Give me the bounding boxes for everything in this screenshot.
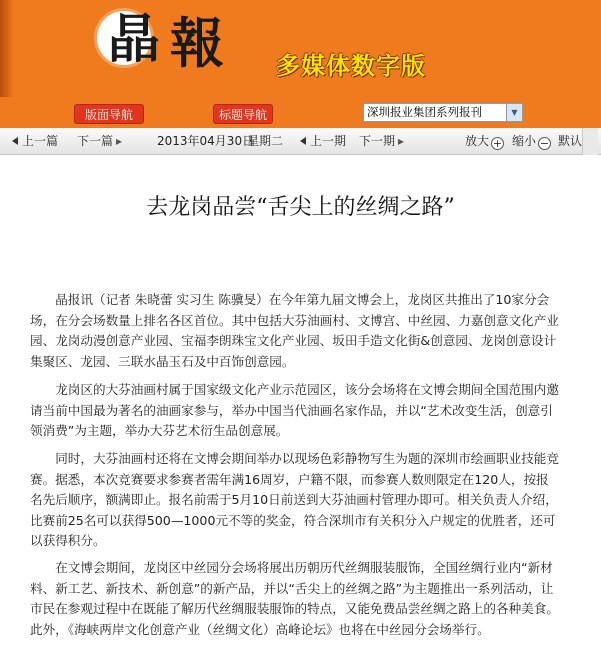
issue-date: 2013年04月30日 <box>157 134 255 148</box>
reset-zoom-button[interactable] <box>558 134 582 149</box>
zoom-out-button[interactable] <box>512 134 551 150</box>
zoom-in-icon: + <box>492 137 503 150</box>
next-issue-arrow-icon: ▸ <box>398 134 405 148</box>
logo-character-jing: 晶 <box>108 9 161 70</box>
next-article-separator: ▸ <box>116 134 123 148</box>
banner-edge-shadow <box>0 0 14 97</box>
toolbar-scroll-handle[interactable] <box>582 128 598 155</box>
article-paragraph: 龙岗区的大芬油画村属于国家级文化产业示范园区，该分会场将在文博会期间全国范围内邀请当前中国最为著名的油画家参与，举办中国当代油画名家作品，并以“艺术改变生活，创意引领消费”为主题，举办大芬艺术衍生品创意展。 <box>30 382 559 438</box>
prev-article-link[interactable] <box>12 134 58 149</box>
next-issue-label: 下一期 <box>359 134 396 148</box>
reset-zoom-label: 默认 <box>558 134 583 148</box>
logo-character-bao: 報 <box>170 11 224 75</box>
newspaper-series-select[interactable] <box>363 103 523 122</box>
next-article-label: 下一篇 <box>77 134 114 148</box>
prev-article-label: 上一篇 <box>22 134 59 148</box>
next-issue-link[interactable] <box>359 134 404 149</box>
zoom-in-label: 放大 <box>465 134 490 148</box>
article-title: 去龙岗品尝“舌尖上的丝绸之路” <box>146 195 455 220</box>
issue-weekday: 星期二 <box>247 134 284 148</box>
newspaper-series-select-value: 深圳报业集团系列报刊 <box>367 105 482 119</box>
prev-issue-arrow-icon <box>300 137 306 145</box>
dropdown-arrow-icon[interactable]: ▼ <box>506 104 522 121</box>
article-paragraph: 晶报讯（记者 朱晓蕾 实习生 陈骥旻）在今年第九届文博会上，龙岗区共推出了10家分会场，在分会场数量上排名各区首位。其中包括大芬油画村、文博宫、中丝园、力嘉创意文化产业园、龙岗动漫创意产业园、宝福李朗珠宝文化产业园、坂田手造文化街&创意园、龙岗创意设计集聚区、龙园、三联水晶玉石及中百饰创意园。 <box>30 292 559 369</box>
multimedia-digital-edition-tagline: 多媒体数字版 <box>276 52 426 80</box>
prev-issue-label: 上一期 <box>310 134 347 148</box>
article-toolbar <box>0 128 601 155</box>
article-body <box>0 156 601 658</box>
article-paragraph: 在文博会期间，龙岗区中丝园分会场将展出历朝历代丝绸服装服饰，全国丝绸行业内“新材料、新工艺、新技术、新创意”的新产品，并以“舌尖上的丝绸之路”为主题推出一系列活动，让市民在参观过程中在既能了解历代丝绸服装服饰的特点，又能免费品尝丝绸之路上的各种美食。此外，《海峡两岸文化创意产业（丝绸文化）高峰论坛》也将在中丝园分会场举行。 <box>30 560 559 637</box>
layout-navigation-button[interactable]: 版面导航 <box>74 104 144 124</box>
title-navigation-button[interactable]: 标题导航 <box>213 104 273 124</box>
prev-arrow-icon <box>12 137 18 145</box>
article-paragraph: 同时，大芬油画村还将在文博会期间举办以现场色彩静物写生为题的深圳市绘画职业技能竞赛。据悉，本次竞赛要求参赛者需年满16周岁，户籍不限，而参赛人数则限定在120人，按报名先后顺序，额满即止。报名前需于5月10日前送到大芬油画村管理办即可。相关负责人介绍，比赛前25名可以获得500—1000元不等的奖金，符合深圳市有关积分入户规定的优胜者，还可以获得积分。 <box>30 451 559 548</box>
zoom-out-icon: − <box>539 137 550 150</box>
prev-issue-link[interactable] <box>300 134 346 149</box>
zoom-in-button[interactable] <box>465 134 504 150</box>
next-article-link[interactable] <box>77 134 122 149</box>
zoom-out-label: 缩小 <box>512 134 537 148</box>
masthead-banner <box>0 0 601 97</box>
